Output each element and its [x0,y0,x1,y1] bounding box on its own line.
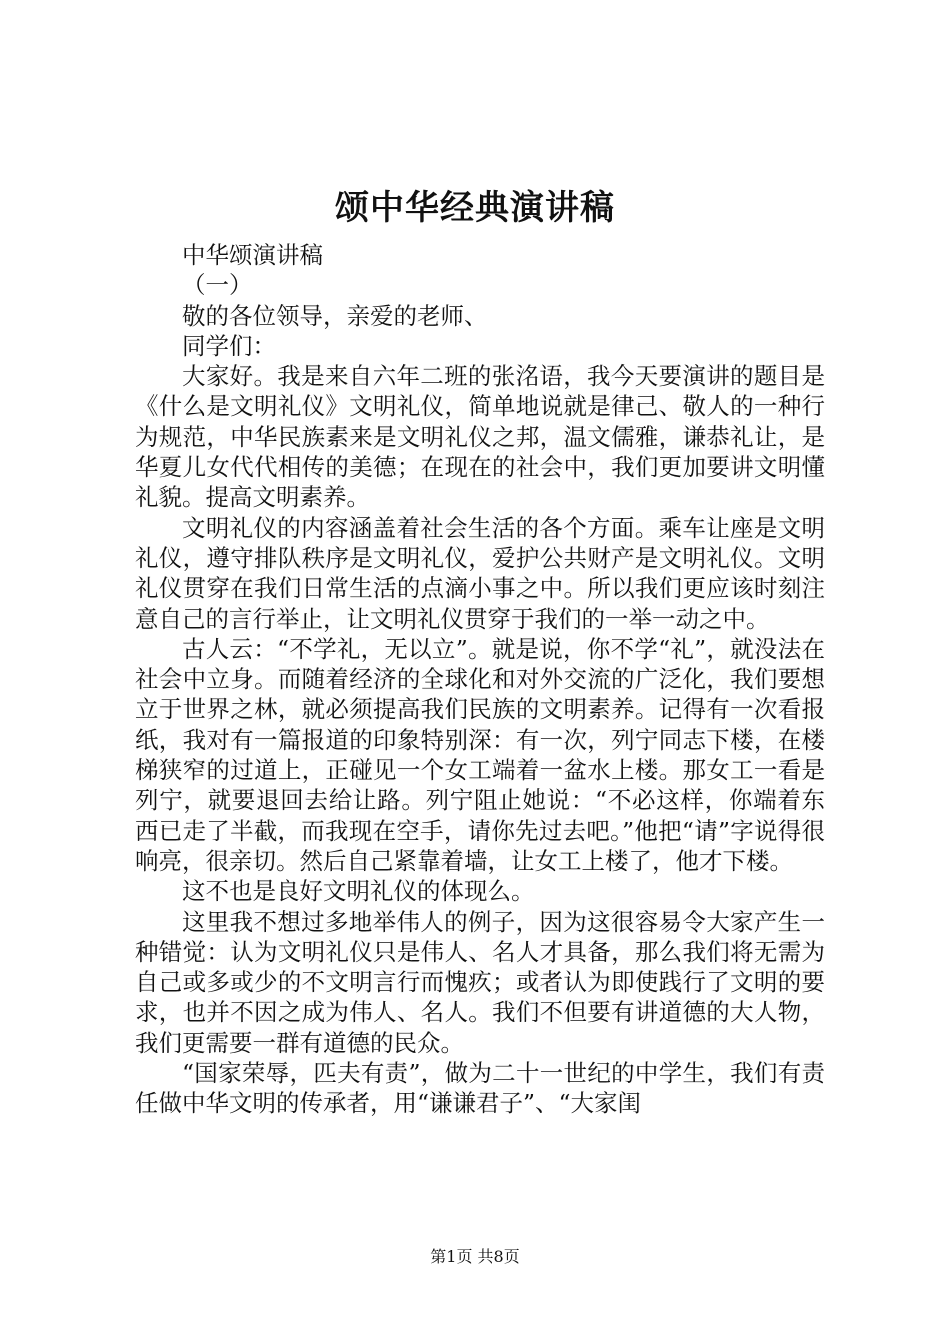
paragraph: 这里我不想过多地举伟人的例子，因为这很容易令大家产生一种错觉：认为文明礼仪只是伟人、名人才具备，那么我们将无需为自己或多或少的不文明言行而愧疚；或者认为即使践行了文明的要求，也并不因之成为伟人、名人。我们不但要有讲道德的大人物，我们更需要一群有道德的民众。 [135,907,825,1057]
document-title: 颂中华经典演讲稿 [335,188,615,228]
paragraph: 中华颂演讲稿 [182,241,323,269]
page-number-footer: 第1页 共8页 [430,1247,520,1266]
paragraph: 大家好。我是来自六年二班的张洺语，我今天要演讲的题目是《什么是文明礼仪》文明礼仪，简单地说就是律己、敬人的一种行为规范，中华民族素来是文明礼仪之邦，温文儒雅，谦恭礼让，是华夏儿女代代相传的美德；在现在的社会中，我们更加要讲文明懂礼貌。提高文明素养。 [135,362,825,512]
paragraph: 文明礼仪的内容涵盖着社会生活的各个方面。乘车让座是文明礼仪，遵守排队秩序是文明礼仪，爱护公共财产是文明礼仪。文明礼仪贯穿在我们日常生活的点滴小事之中。所以我们更应该时刻注意自己的言行举止，让文明礼仪贯穿于我们的一举一动之中。 [135,513,825,633]
paragraph: 这不也是良好文明礼仪的体现么。 [182,877,535,906]
paragraph: 古人云：“不学礼，无以立”。就是说，你不学“礼”，就没法在社会中立身。而随着经济的全球化和对外交流的广泛化，我们要想立于世界之林，就必须提高我们民族的文明素养。记得有一次看报纸，我对有一篇报道的印象特别深：有一次，列宁同志下楼，在楼梯狭窄的过道上，正碰见一个女工端着一盆水上楼。那女工一看是列宁，就要退回去给让路。列宁阻止她说：“不必这样，你端着东西已走了半截，而我现在空手，请你先过去吧。”他把“请”字说得很响亮，很亲切。然后自己紧靠着墙，让女工上楼了，他才下楼。 [135,634,825,875]
paragraph: “国家荣辱，匹夫有责”，做为二十一世纪的中学生，我们有责任做中华文明的传承者，用“谦谦君子”、“大家闺 [135,1059,825,1118]
paragraph: 敬的各位领导，亲爱的老师、 [182,301,488,330]
paragraph: 同学们： [182,331,276,360]
paragraph: （一） [182,271,253,300]
document-body [135,240,825,1119]
